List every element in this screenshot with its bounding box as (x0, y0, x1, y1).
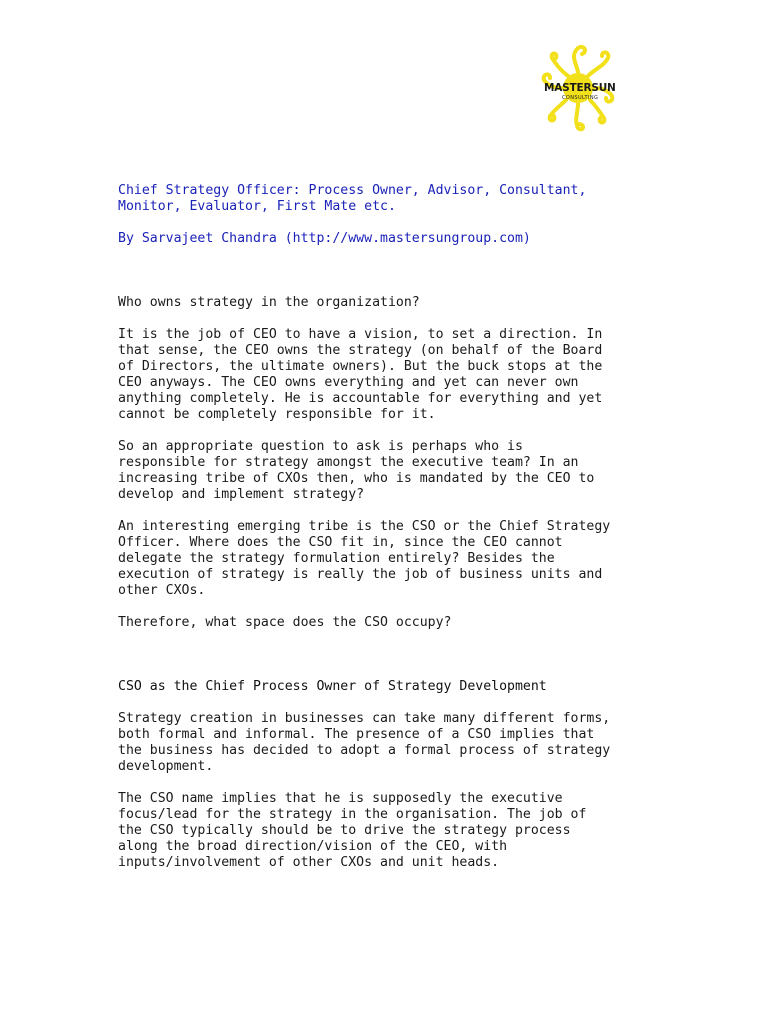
document-body (118, 183, 678, 871)
section-paragraph: Strategy creation in businesses can take many different forms, both formal and informal. The presence of a CSO implies that the business has decided to adopt a formal process of strategy development. (118, 711, 611, 774)
body-paragraph: So an appropriate question to ask is perhaps who is responsible for strategy amongst the executive team? In an increasing tribe of CXOs then, who is mandated by the CEO to develop and implement strategy? (118, 439, 595, 502)
document-byline: By Sarvajeet Chandra (http://www.mastersungroup.com) (118, 231, 531, 246)
document-title: Chief Strategy Officer: Process Owner, Advisor, Consultant, Monitor, Evaluator, First Mate etc. (118, 183, 587, 214)
section-paragraph: The CSO name implies that he is supposedly the executive focus/lead for the strategy in the organisation. The job of the CSO typically should be to drive the strategy process along the broad direction/vision of the CEO, with inputs/involvement of other CXOs and unit heads. (118, 791, 587, 870)
logo-tagline: CONSULTING (562, 95, 599, 101)
body-paragraph: An interesting emerging tribe is the CSO or the Chief Strategy Officer. Where does the CSO fit in, since the CEO cannot delegate the strategy formulation entirely? Besides the execution of strategy is really the job of business units and other CXOs. (118, 519, 611, 598)
body-paragraph: Therefore, what space does the CSO occupy? (118, 615, 452, 630)
mastersun-logo (540, 42, 616, 134)
logo-wordmark: MASTERSUN (544, 82, 616, 94)
opening-question: Who owns strategy in the organization? (118, 295, 420, 310)
section-heading: CSO as the Chief Process Owner of Strategy Development (118, 679, 547, 694)
body-paragraph: It is the job of CEO to have a vision, to set a direction. In that sense, the CEO owns the strategy (on behalf of the Board of Directors, the ultimate owners). But the buck stops at the CEO anyways. The CEO owns everything and yet can never own anything completely. He is accountable for everything and yet cannot be completely responsible for it. (118, 327, 603, 422)
